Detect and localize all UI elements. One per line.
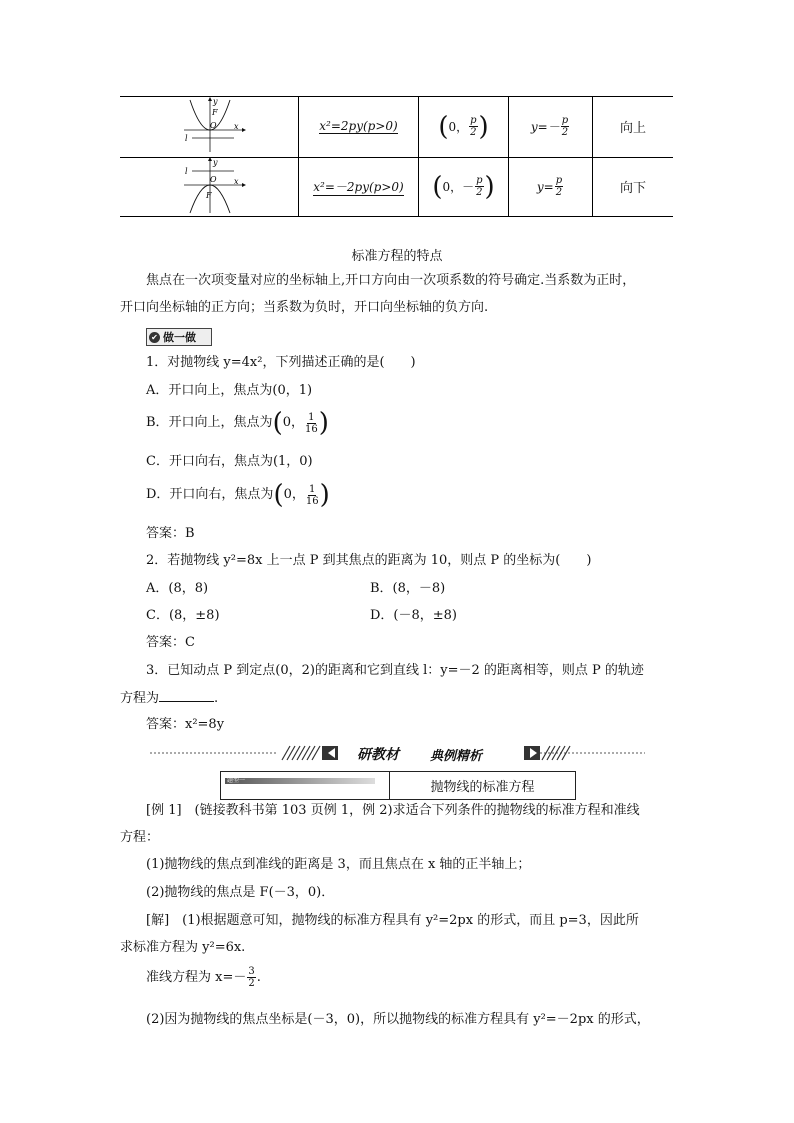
question-stem: 3．已知动点 P 到定点(0，2)的距离和它到直线 l：y=－2 的距离相等，则点 P 的轨迹: [146, 663, 644, 678]
option-b: B．开口向上，焦点为 ( 0， $\frac{1}{16}$ ): [146, 408, 329, 438]
graph-label: y: [213, 97, 218, 106]
graph-label: y: [213, 158, 218, 167]
table-cell-focus: ( 0，－ $\frac{p}{2}$ ): [432, 171, 495, 202]
topic-title: 抛物线的标准方程: [430, 780, 535, 795]
solution-line: 求标准方程为 y²=6x.: [120, 940, 246, 955]
example-line: [例 1] (链接教科书第 103 页例 1，例 2)求适合下列条件的抛物线的标准方程和准线: [146, 803, 640, 818]
solution-line: [解] (1)根据题意可知，抛物线的标准方程具有 y²=2px 的形式，而且 p=3，因此所: [146, 913, 639, 928]
option-c: C．开口向右，焦点为(1，0): [146, 454, 313, 469]
answer: 答案：x²=8y: [146, 717, 225, 732]
option-d: D．(－8，±8): [370, 608, 458, 623]
topic-box: [220, 771, 576, 800]
answer: 答案：B: [146, 526, 195, 541]
table-cell-directrix: y= $\frac{p}{2}$: [536, 175, 563, 198]
graph-label: x: [234, 122, 239, 131]
table-cell-direction: 向下: [619, 181, 646, 196]
table-row: [176, 157, 248, 216]
answer: 答案：C: [146, 635, 195, 650]
question-stem: 2．若抛物线 y²=8x 上一点 P 到其焦点的距离为 10，则点 P 的坐标为( ): [146, 553, 592, 568]
table-rule-bottom: [120, 216, 673, 217]
question-line: 方程为 .: [120, 691, 219, 706]
directrix-line: 准线方程为 x=－ $\frac{3}{2}$ .: [146, 966, 261, 989]
question-stem: 1．对抛物线 y=4x²，下列描述正确的是( ): [146, 355, 416, 370]
table-cell-equation: x²=－2py(p>0): [313, 179, 404, 194]
example-condition: (1)抛物线的焦点到准线的距离是 3，而且焦点在 x 轴的正半轴上；: [146, 857, 531, 872]
graph-label: l: [185, 134, 188, 143]
graph-label: O: [210, 121, 217, 130]
table-row: [176, 96, 248, 156]
topic-tag: 题型一: [227, 777, 246, 784]
option-c: C．(8，±8): [146, 608, 220, 623]
section-banner: [150, 742, 645, 764]
banner-title-sub: 典例精析: [430, 749, 483, 764]
graph-label: F: [206, 191, 212, 200]
table-cell-focus: ( 0， $\frac{p}{2}$ ): [438, 111, 489, 142]
table-cell-equation: x²=2py(p>0): [319, 119, 398, 133]
parabola-down-graph: [176, 157, 248, 216]
graph-label: F: [212, 108, 218, 117]
graph-label: l: [185, 167, 188, 176]
features-line: 焦点在一次项变量对应的坐标轴上,开口方向由一次项系数的符号确定.当系数为正时，: [146, 273, 636, 288]
banner-title-main: 研教材: [357, 747, 399, 763]
topic-tag-bar: [225, 778, 375, 784]
table-cell-directrix: y=－ $\frac{p}{2}$: [530, 115, 569, 138]
example-condition: (2)抛物线的焦点是 F(－3，0)．: [146, 885, 335, 900]
example-line: 方程：: [120, 830, 160, 845]
practice-badge: ✔ 做一做: [146, 328, 212, 346]
graph-label: x: [234, 177, 239, 186]
answer-blank: [159, 689, 214, 702]
solution-line: (2)因为抛物线的焦点坐标是(－3，0)，所以抛物线的标准方程具有 y²=－2px 的形式，: [146, 1012, 650, 1027]
graph-label: O: [210, 175, 217, 184]
option-b: B．(8，－8): [370, 581, 446, 596]
check-icon: ✔: [149, 332, 160, 343]
option-a: A．开口向上，焦点为(0，1): [146, 383, 313, 398]
option-a: A．(8，8): [146, 581, 209, 596]
table-cell-direction: 向上: [619, 121, 646, 136]
option-d: D．开口向右，焦点为 ( 0， $\frac{1}{16}$ ): [146, 480, 330, 510]
features-title: 标准方程的特点: [351, 249, 443, 264]
parabola-up-graph: [176, 96, 248, 156]
topic-tag-area: [221, 772, 390, 799]
features-line: 开口向坐标轴的正方向；当系数为负时，开口向坐标轴的负方向.: [120, 300, 489, 315]
